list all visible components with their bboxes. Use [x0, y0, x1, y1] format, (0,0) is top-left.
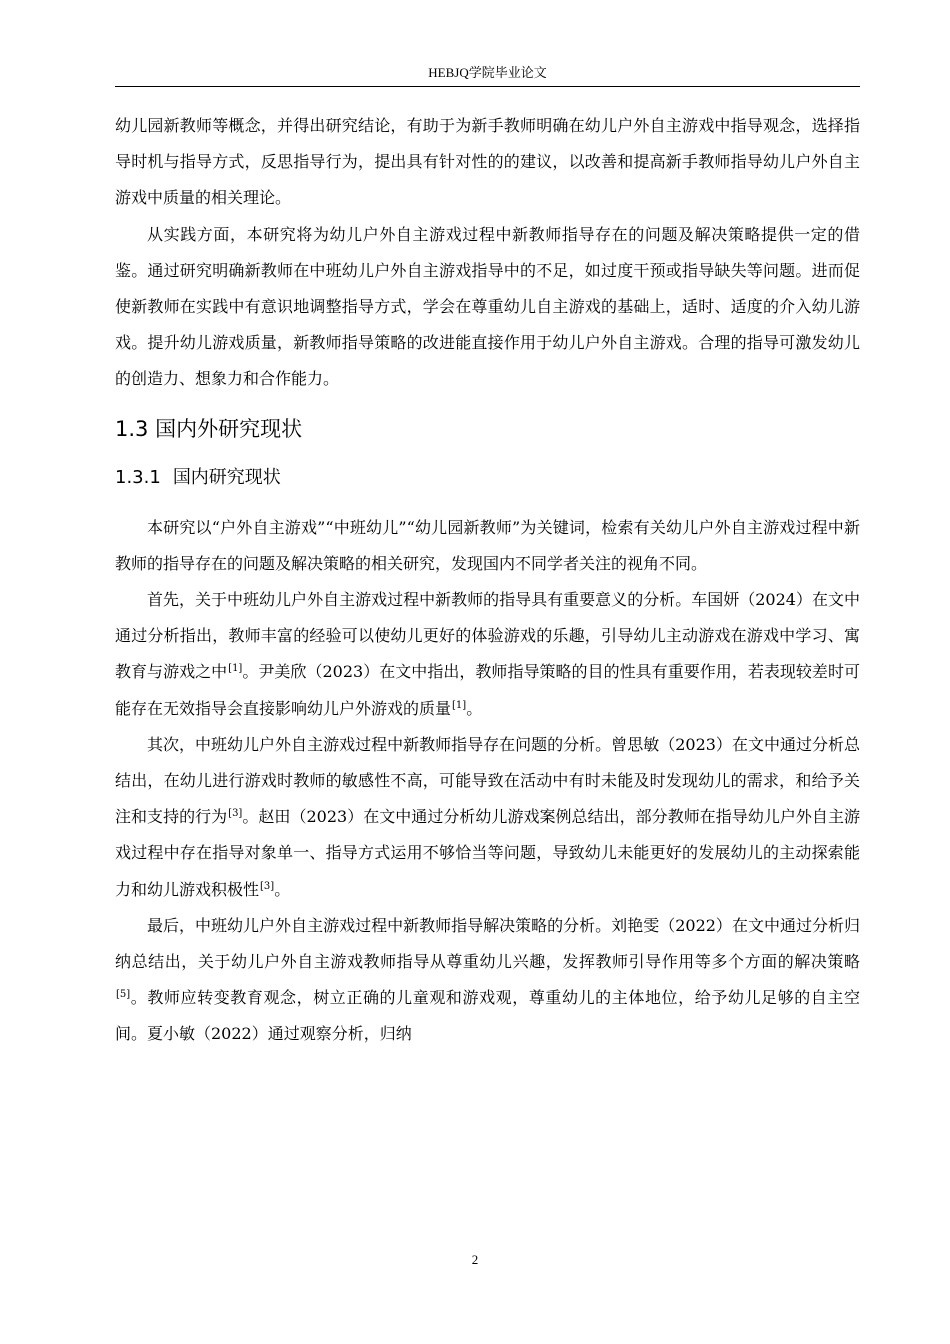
text-run: 。	[274, 879, 291, 899]
subsection-heading	[115, 464, 860, 492]
paragraph-keywords: 本研究以“户外自主游戏”“中班幼儿”“幼儿园新教师”为关键词，检索有关幼儿户外自主游戏过程中新教师的指导存在的问题及解决策略的相关研究，发现国内不同学者关注的视角不同。	[115, 517, 860, 573]
text-run: 。教师应转变教育观念，树立正确的儿童观和游戏观，尊重幼儿的主体地位，给予幼儿足够的自主空间。夏小敏（2022）通过观察分析，归纳	[115, 988, 860, 1044]
text-run: 最后，中班幼儿户外自主游戏过程中新教师指导解决策略的分析。刘艳雯（2022）在文中通过分析归纳总结出，关于幼儿户外自主游戏教师指导从尊重幼儿兴趣，发挥教师引导作用等多个方面的解决策略	[115, 915, 860, 972]
paragraph-problems	[115, 727, 860, 908]
text-run: 。	[466, 698, 483, 718]
citation-ref: [1]	[228, 663, 243, 675]
paragraph-significance	[115, 582, 860, 727]
page-number: 2	[471, 1252, 479, 1267]
citation-ref: [5]	[116, 989, 131, 1001]
page-body	[115, 108, 860, 1053]
citation-ref: [3]	[260, 880, 275, 892]
text-run: 其次，中班幼儿户外自主游戏过程中新教师指导存在问题的分析。曾思敏（2023）在文中通过分析总结出，在幼儿进行游戏时教师的敏感性不高，可能导致在活动中有时未能及时发现幼儿的需求，和给予关注和支持的行为	[115, 734, 860, 827]
paragraph-theory-continued: 幼儿园新教师等概念，并得出研究结论，有助于为新手教师明确在幼儿户外自主游戏中指导观念，选择指导时机与指导方式，反思指导行为，提出具有针对性的的建议，以改善和提高新手教师指导幼儿户外自主游戏中质量的相关理论。	[115, 116, 860, 208]
paragraph-strategies	[115, 908, 860, 1053]
section-heading: 1.3 国内外研究现状	[115, 416, 303, 441]
citation-ref: [3]	[228, 808, 243, 820]
header-rule	[115, 86, 860, 87]
subsection-title: 国内研究现状	[172, 466, 281, 488]
running-header: HEBJQ学院毕业论文	[428, 65, 547, 80]
citation-ref: [1]	[452, 699, 467, 711]
text-run: 首先，关于中班幼儿户外自主游戏过程中新教师的指导具有重要意义的分析。车国妍（2024）在文中通过分析指出，教师丰富的经验可以使幼儿更好的体验游戏的乐趣，引导幼儿主动游戏在游戏中学习、寓教育与游戏之中	[115, 590, 860, 682]
subsection-number: 1.3.1	[115, 466, 161, 488]
text-run: 。赵田（2023）在文中通过分析幼儿游戏案例总结出，部分教师在指导幼儿户外自主游戏过程中存在指导对象单一、指导方式运用不够恰当等问题，导致幼儿未能更好的发展幼儿的主动探索能力和幼儿游戏积极性	[115, 807, 860, 899]
text-run: 。尹美欣（2023）在文中指出，教师指导策略的目的性具有重要作用，若表现较差时可能存在无效指导会直接影响幼儿户外游戏的质量	[115, 662, 860, 718]
paragraph-practice: 从实践方面，本研究将为幼儿户外自主游戏过程中新教师指导存在的问题及解决策略提供一定的借鉴。通过研究明确新教师在中班幼儿户外自主游戏指导中的不足，如过度干预或指导缺失等问题。进而促使新教师在实践中有意识地调整指导方式，学会在尊重幼儿自主游戏的基础上，适时、适度的介入幼儿游戏。提升幼儿游戏质量，新教师指导策略的改进能直接作用于幼儿户外自主游戏。合理的指导可激发幼儿的创造力、想象力和合作能力。	[115, 224, 860, 389]
